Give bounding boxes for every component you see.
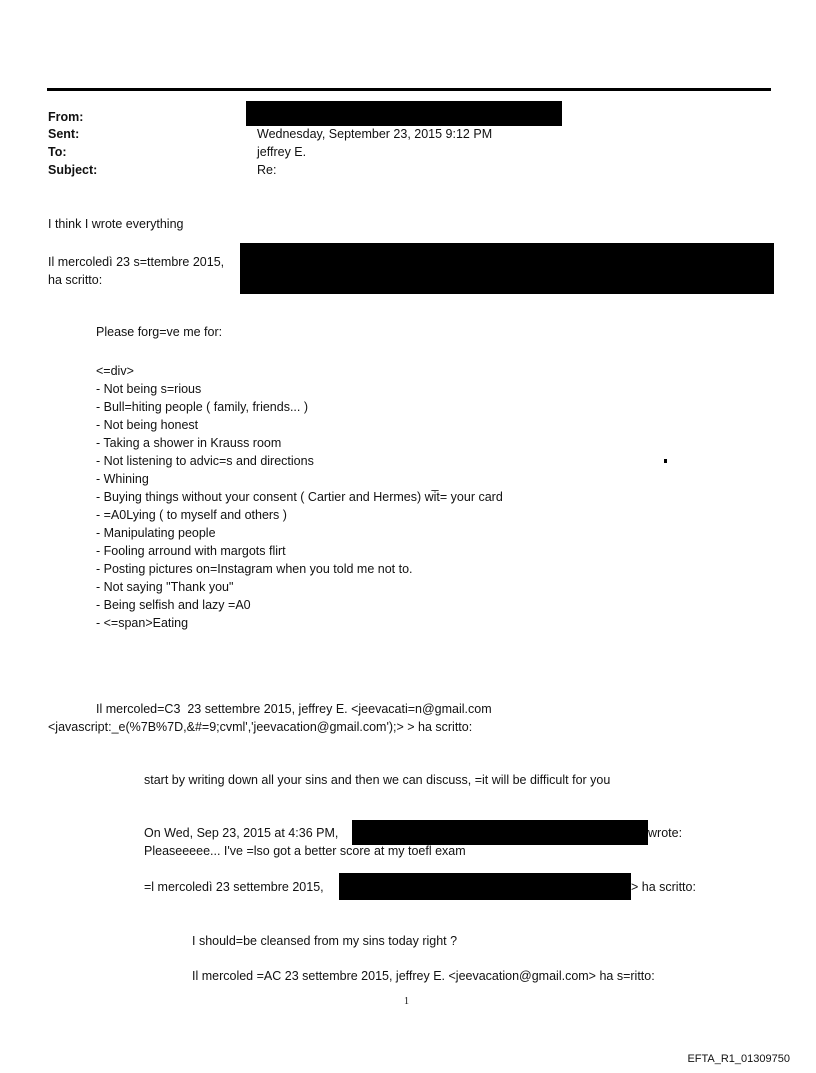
body-line-1: I think I wrote everything (48, 217, 184, 231)
sin-item: - Whining (96, 472, 149, 486)
sin-item: - Posting pictures on=Instagram when you told me not to. (96, 562, 413, 576)
page-number: 1 (404, 996, 409, 1007)
sin-item: - Not being honest (96, 418, 199, 432)
reply2-prefix: =l mercoledì 23 settembre 2015, (144, 880, 324, 894)
to-label: To: (48, 145, 67, 159)
sin-item: - Not listening to advic=s and directions (96, 454, 314, 468)
sin-item: - =A0Lying ( to myself and others ) (96, 508, 287, 522)
sins-list (96, 362, 503, 632)
reply1-line-2: <javascript:_e(%7B%7D,&#=9;cvml','jeevacation@gmail.com');> > ha scritto: (48, 720, 473, 734)
please-line: Pleaseeeee... I've =lso got a better score at my toefl exam (144, 844, 466, 858)
subject-value: Re: (257, 163, 277, 177)
header-rule (47, 88, 771, 91)
sin-item: - Being selfish and lazy =A0 (96, 598, 251, 612)
sin-item: - Fooling arround with margots flirt (96, 544, 286, 558)
sin-item: - Not being s=rious (96, 382, 202, 396)
quote-intro-1: Il mercoledì 23 s=ttembre 2015, (48, 255, 225, 269)
from-label: From: (48, 110, 84, 124)
reply2-suffix: > ha scritto: (631, 880, 696, 894)
wed-suffix: wrote: (648, 826, 683, 840)
forgive-intro: Please forg=ve me for: (96, 325, 223, 339)
sent-label: Sent: (48, 127, 80, 141)
wed-redaction (352, 820, 648, 845)
subject-label: Subject: (48, 163, 98, 177)
reply2-redaction (339, 873, 631, 900)
reply1-line-1: Il mercoled=C3 23 settembre 2015, jeffrey E. <jeevacati=n@gmail.com (96, 702, 492, 716)
sin-item: - Bull=hiting people ( family, friends... ) (96, 400, 309, 414)
sin-item: - Manipulating people (96, 526, 216, 540)
wed-prefix: On Wed, Sep 23, 2015 at 4:36 PM, (144, 826, 339, 840)
reply1-text: start by writing down all your sins and then we can discuss, =it will be difficult for you (144, 773, 611, 787)
sin-item: - <=span>Eating (96, 616, 189, 630)
sin-item: - Buying things without your consent ( Cartier and Hermes) wi̅t= your card (96, 490, 503, 504)
quote-intro-2: ha scritto: (48, 273, 103, 287)
to-value: jeffrey E. (257, 145, 307, 159)
sin-item: <=div> (96, 364, 134, 378)
reply3-line: Il mercoled =AC 23 settembre 2015, jeffrey E. <jeevacation@gmail.com> ha s=ritto: (192, 969, 655, 983)
from-redaction (246, 101, 562, 126)
sent-value: Wednesday, September 23, 2015 9:12 PM (257, 127, 493, 141)
footer-id: EFTA_R1_01309750 (687, 1053, 790, 1065)
sin-item: - Not saying "Thank you" (96, 580, 234, 594)
sin-item: - Taking a shower in Krauss room (96, 436, 282, 450)
quote-intro-redaction (240, 243, 774, 294)
cleansed-line: I should=be cleansed from my sins today right ? (192, 934, 458, 948)
stray-mark (664, 459, 667, 463)
